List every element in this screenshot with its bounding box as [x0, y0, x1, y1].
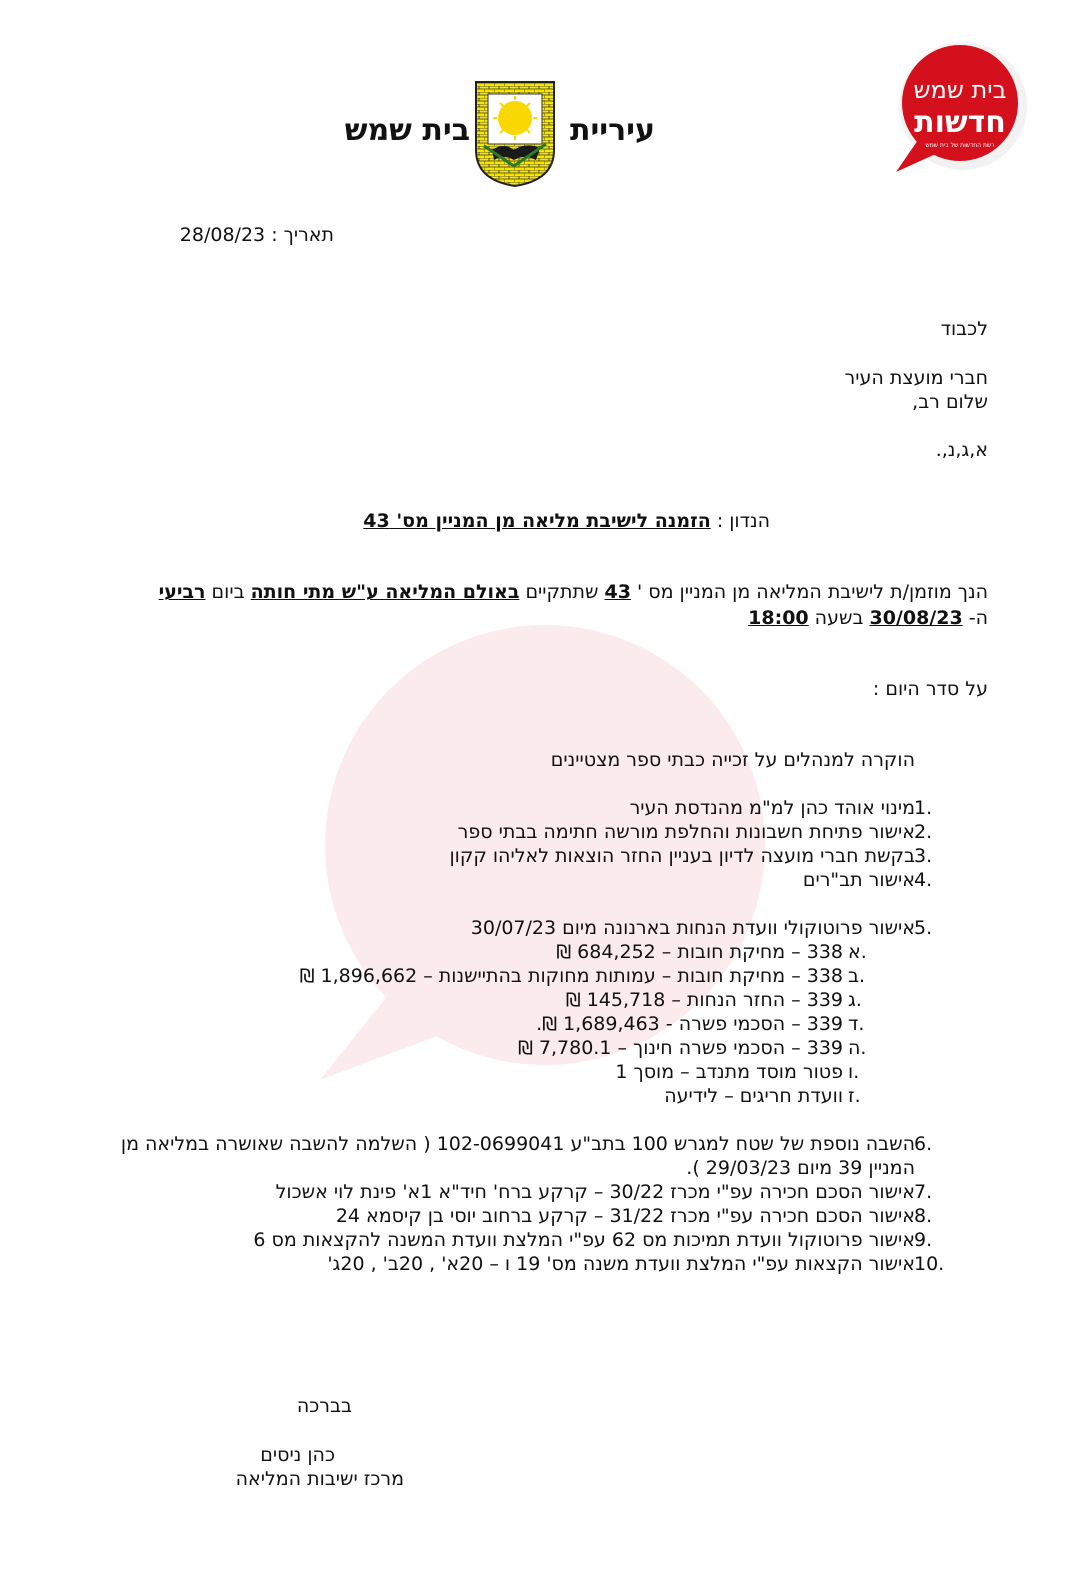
agenda-item: אישור פתיחת חשבונות והחלפת מורשה חתימה בבתי ספר	[457, 821, 915, 843]
item-number: 6.	[914, 1133, 933, 1155]
sub-item: וועדת חריגים – לידיעה	[664, 1085, 843, 1107]
item-number: 9.	[914, 1229, 933, 1251]
item-number: 10.	[914, 1253, 945, 1275]
meeting-place: באולם המליאה ע"ש מתי חותה	[250, 581, 520, 603]
agenda-item: אישור פרוטוקולי וועדת הנחות בארנונה מיום 30/07/23	[470, 917, 915, 939]
agenda-item: אישור הסכם חכירה עפ"י מכרז 30/22 – קרקע ברח' חיד"א 1א' פינת לוי אשכול	[275, 1181, 915, 1203]
date-label: תאריך :	[271, 224, 334, 246]
closing: בברכה	[296, 1395, 352, 1417]
addressee-to: לכבוד	[940, 318, 988, 340]
meeting-day: רביעי	[158, 581, 206, 603]
subject-line	[363, 509, 770, 533]
sub-item-letter: ז.	[848, 1085, 861, 1107]
meeting-time: 18:00	[748, 607, 809, 629]
agenda-item: אישור תב"רים	[802, 869, 915, 891]
agenda-item: אישור הסכם חכירה עפ"י מכרז 31/22 – קרקע ברחוב יוסי בן קיסמא 24	[335, 1205, 915, 1227]
sub-item-letter: ה.	[848, 1037, 867, 1059]
intro-paragraph-line1	[159, 580, 988, 604]
salutation-abbrev: א,ג,נ,.	[935, 439, 988, 461]
document-date	[172, 223, 334, 247]
city-prefix: עיריית	[569, 113, 655, 148]
meeting-date: 30/08/23	[869, 607, 963, 629]
signer-title: מרכז ישיבות המליאה	[235, 1468, 404, 1490]
greeting: שלום רב,	[912, 391, 988, 413]
date-value: 28/08/23	[179, 224, 266, 246]
agenda-title: על סדר היום :	[872, 678, 988, 700]
item-number: 3.	[914, 845, 933, 867]
intro-text: בשעה	[808, 607, 870, 629]
city-name: בית שמש	[344, 113, 470, 148]
sub-item-letter: ג.	[848, 989, 862, 1011]
badge-line2: חדשות	[914, 105, 1006, 140]
agenda-item: בקשת חברי מועצה לדיון בעניין החזר הוצאות לאליהו קקון	[449, 845, 915, 867]
agenda-item: השבה נוספת של שטח למגרש 100 בתב"ע 102-0699041 ( השלמה להשבה שאושרה במליאה מן	[120, 1133, 915, 1155]
news-badge-logo	[888, 40, 1033, 180]
sub-item: 338 – מחיקת חובות – 684,252 ₪	[556, 941, 843, 963]
item-number: 4.	[914, 869, 933, 891]
sub-item-letter: ב.	[848, 965, 866, 987]
agenda-item-continued: המניין 39 מיום 29/03/23 ).	[686, 1157, 915, 1179]
addressee-recipients: חברי מועצת העיר	[844, 367, 988, 389]
signer-name: כהן ניסים	[260, 1444, 335, 1466]
sub-item-letter: ו.	[848, 1061, 860, 1083]
intro-text: ביום	[205, 581, 251, 603]
item-number: 5.	[914, 917, 933, 939]
badge-line1: בית שמש	[913, 76, 1007, 104]
badge-tagline: רשת החדשות של בית שמש	[925, 142, 995, 149]
intro-text: ה-	[962, 607, 988, 629]
city-coat-of-arms-icon	[474, 80, 556, 188]
sub-item: 339 – הסכמי פשרה חינוך – 7,780.1 ₪	[517, 1037, 843, 1059]
item-number: 8.	[914, 1205, 933, 1227]
sub-item: פטור מוסד מתנדב – מוסך 1	[615, 1061, 843, 1083]
meeting-number: 43	[604, 581, 631, 603]
agenda-item: מינוי אוהד כהן למ"מ מהנדסת העיר	[629, 797, 915, 819]
sub-item: 338 – מחיקת חובות – עמותות מחוקות בהתיישנות – 1,896,662 ₪	[299, 965, 843, 987]
intro-text: שתתקיים	[519, 581, 605, 603]
subject-label: הנדון :	[716, 510, 770, 532]
agenda-item: אישור פרוטוקול וועדת תמיכות מס 62 עפ"י המלצת וועדת המשנה להקצאות מס 6	[253, 1229, 915, 1251]
sub-item: 339 – הסכמי פשרה - 1,689,463 ₪.	[536, 1013, 843, 1035]
agenda-honor-item: הוקרה למנהלים על זכייה כבתי ספר מצטיינים	[550, 749, 915, 771]
intro-paragraph-line2	[748, 606, 988, 630]
sub-item-letter: א.	[848, 941, 867, 963]
sub-item-letter: ד.	[848, 1013, 865, 1035]
agenda-item: אישור הקצאות עפ"י המלצת וועדת משנה מס' 19 ו – 20א' , 20ב' , 20ג'	[327, 1253, 915, 1275]
item-number: 2.	[914, 821, 933, 843]
sub-item: 339 – החזר הנחות – 145,718 ₪	[565, 989, 843, 1011]
item-number: 7.	[914, 1181, 933, 1203]
item-number: 1.	[914, 797, 933, 819]
subject-text: הזמנה לישיבת מליאה מן המניין מס' 43	[363, 510, 711, 532]
intro-text: הנך מוזמן/ת לישיבת המליאה מן המניין מס '	[630, 581, 988, 603]
